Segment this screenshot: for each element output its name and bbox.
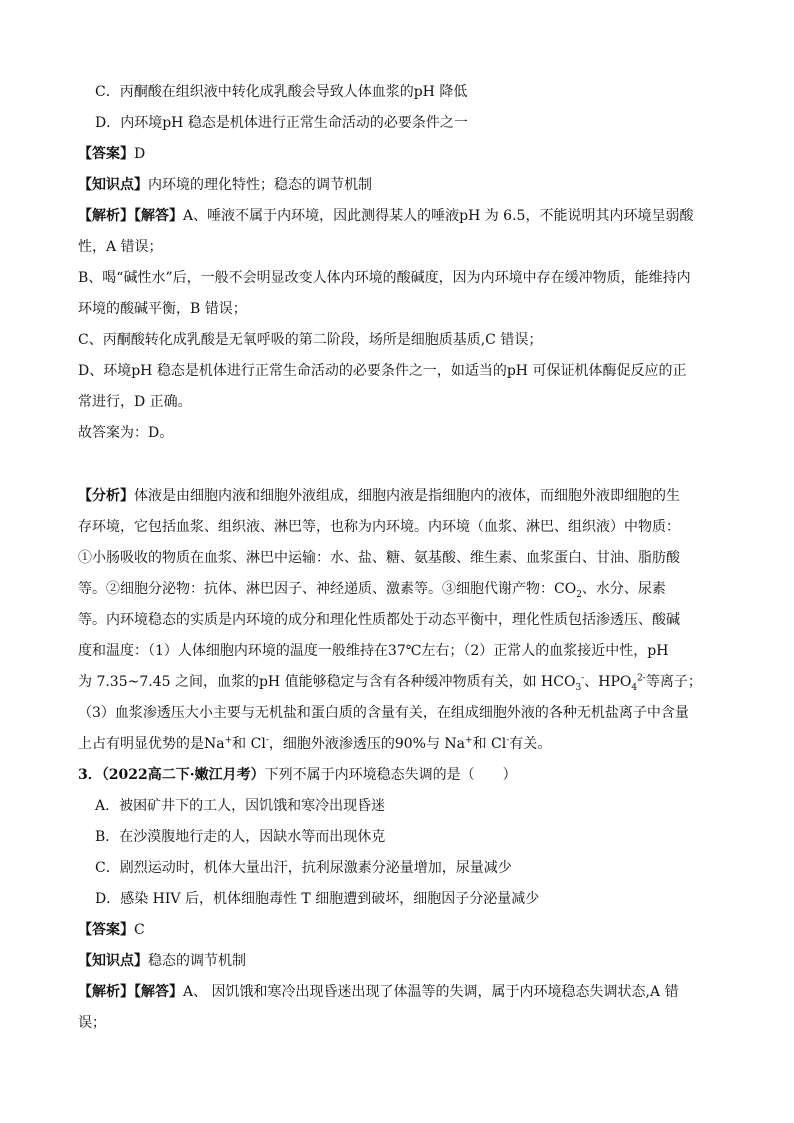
superscript: - bbox=[581, 673, 585, 684]
superscript: 2- bbox=[637, 673, 646, 684]
text-run: 和 Cl bbox=[232, 736, 266, 752]
q2-explanation-line-6: D、环境pH 稳态是机体进行正常生命活动的必要条件之一，如适当的pH 可保证机体酶促反应的正 bbox=[78, 363, 687, 379]
superscript: + bbox=[224, 735, 233, 746]
answer-tag: 【答案】 bbox=[78, 146, 134, 162]
q3-knowledge: 稳态的调节机制 bbox=[148, 953, 246, 969]
solution-tag: 【解答】 bbox=[134, 208, 183, 224]
superscript: - bbox=[506, 735, 510, 746]
q3-option-d: D．感染 HIV 后，机体细胞毒性 T 细胞遭到破坏，细胞因子分泌量减少 bbox=[95, 891, 540, 907]
q2-explanation-line-4: 环境的酸碱平衡，B 错误； bbox=[78, 301, 247, 317]
q2-analysis-text: 体液是由细胞内液和细胞外液组成，细胞内液是指细胞内的液体，而细胞外液即细胞的生 bbox=[134, 488, 680, 504]
q2-option-d: D．内环境pH 稳态是机体进行正常生命活动的必要条件之一 bbox=[95, 115, 468, 131]
q3-stem bbox=[78, 765, 517, 785]
q2-explanation-line-2: 性，A 错误； bbox=[78, 239, 163, 255]
q3-question: 下列不属于内环境稳态失调的是（ ） bbox=[264, 767, 517, 783]
q3-option-c: C．剧烈运动时，机体大量出汗，抗利尿激素分泌量增加，尿量减少 bbox=[95, 860, 512, 876]
q2-analysis-line-6: 度和温度：（1）人体细胞内环境的温度一般维持在37℃左右；（2）正常人的血浆接近中性，pH bbox=[78, 643, 669, 659]
superscript: + bbox=[465, 735, 473, 746]
q2-answer-line bbox=[78, 144, 145, 164]
q3-source: （2022高二下·嫩江月考） bbox=[101, 767, 265, 783]
subscript: 4 bbox=[631, 682, 638, 693]
q2-explanation-line-5: C、丙酮酸转化成乳酸是无氧呼吸的第二阶段，场所是细胞质基质,C 错误； bbox=[78, 332, 543, 348]
text-run: 上占有明显优势的是Na bbox=[78, 736, 225, 752]
breakdown-tag: 【分析】 bbox=[78, 488, 134, 504]
text-run: 有关。 bbox=[509, 736, 552, 752]
q2-analysis-line-8: （3）血浆渗透压大小主要与无机盐和蛋白质的含量有关，在组成细胞外液的各种无机盐离子中含量 bbox=[78, 705, 689, 721]
text-run: 为 7.35~7.45 之间，血浆的pH 值能够稳定与含有各种缓冲物质有关，如 HCO bbox=[78, 674, 576, 690]
q2-explanation-text: A、唾液不属于内环境，因此测得某人的唾液pH 为 6.5，不能说明其内环境呈弱酸 bbox=[183, 208, 694, 224]
text-run: 等离子； bbox=[645, 674, 702, 690]
text-run: 、水分、尿素 bbox=[581, 581, 666, 597]
q3-option-b: B．在沙漠腹地行走的人，因缺水等而出现休克 bbox=[95, 829, 386, 845]
q3-number: 3． bbox=[78, 767, 102, 783]
subscript: 2 bbox=[576, 589, 582, 600]
solution-tag: 【解答】 bbox=[134, 984, 183, 1000]
q3-option-a: A．被困矿井下的工人，因饥饿和寒冷出现昏迷 bbox=[95, 798, 386, 814]
q2-analysis-line-5: 等。内环境稳态的实质是内环境的成分和理化性质都处于动态平衡中，理化性质包括渗透压、酸碱 bbox=[78, 612, 680, 628]
q3-answer-line bbox=[78, 920, 145, 940]
text-run: 等。②细胞分泌物：抗体、淋巴因子、神经递质、激素等。③细胞代谢产物：CO bbox=[78, 581, 577, 597]
q2-knowledge-line bbox=[78, 175, 372, 195]
q2-answer: D bbox=[134, 146, 146, 162]
text-run: ，细胞外液渗透压的90%与 Na bbox=[268, 736, 466, 752]
superscript: - bbox=[265, 735, 269, 746]
q3-explanation-text: A、 因饥饿和寒冷出现昏迷出现了体温等的失调，属于内环境稳态失调状态,A 错 bbox=[183, 984, 679, 1000]
q2-explanation-line-7: 常进行，D 正确。 bbox=[78, 394, 192, 410]
q3-explanation-line-1 bbox=[78, 982, 679, 1002]
analysis-tag: 【解析】 bbox=[78, 208, 134, 224]
knowledge-tag: 【知识点】 bbox=[78, 953, 148, 969]
q2-analysis-line-1 bbox=[78, 486, 680, 506]
q2-option-c: C．丙酮酸在组织液中转化成乳酸会导致人体血浆的pH 降低 bbox=[95, 84, 468, 100]
q2-analysis-line-3: ①小肠吸收的物质在血浆、淋巴中运输：水、盐、糖、氨基酸、维生素、血浆蛋白、甘油、脂肪酸 bbox=[78, 550, 680, 566]
q2-analysis-line-2: 存环境，它包括血浆、组织液、淋巴等，也称为内环境。内环境（血浆、淋巴、组织液）中物质： bbox=[78, 519, 680, 535]
q3-knowledge-line bbox=[78, 951, 246, 971]
q3-answer: C bbox=[134, 922, 145, 938]
answer-tag: 【答案】 bbox=[78, 922, 134, 938]
text-run: 和 Cl bbox=[472, 736, 507, 752]
subscript: 3 bbox=[575, 682, 582, 693]
q2-conclusion: 故答案为：D。 bbox=[78, 425, 174, 441]
q2-explanation-line-1 bbox=[78, 206, 693, 226]
analysis-tag: 【解析】 bbox=[78, 984, 134, 1000]
q2-analysis-line-9 bbox=[78, 734, 551, 754]
knowledge-tag: 【知识点】 bbox=[78, 177, 148, 193]
q3-explanation-line-2: 误； bbox=[78, 1015, 106, 1031]
q2-knowledge: 内环境的理化特性；稳态的调节机制 bbox=[148, 177, 372, 193]
q2-analysis-line-4 bbox=[78, 579, 666, 599]
text-run: 、HPO bbox=[584, 674, 632, 690]
q2-analysis-line-7 bbox=[78, 672, 702, 692]
q2-explanation-line-3: B、喝“碱性水”后，一般不会明显改变人体内环境的酸碱度，因为内环境中存在缓冲物质，能维持内 bbox=[78, 270, 691, 286]
